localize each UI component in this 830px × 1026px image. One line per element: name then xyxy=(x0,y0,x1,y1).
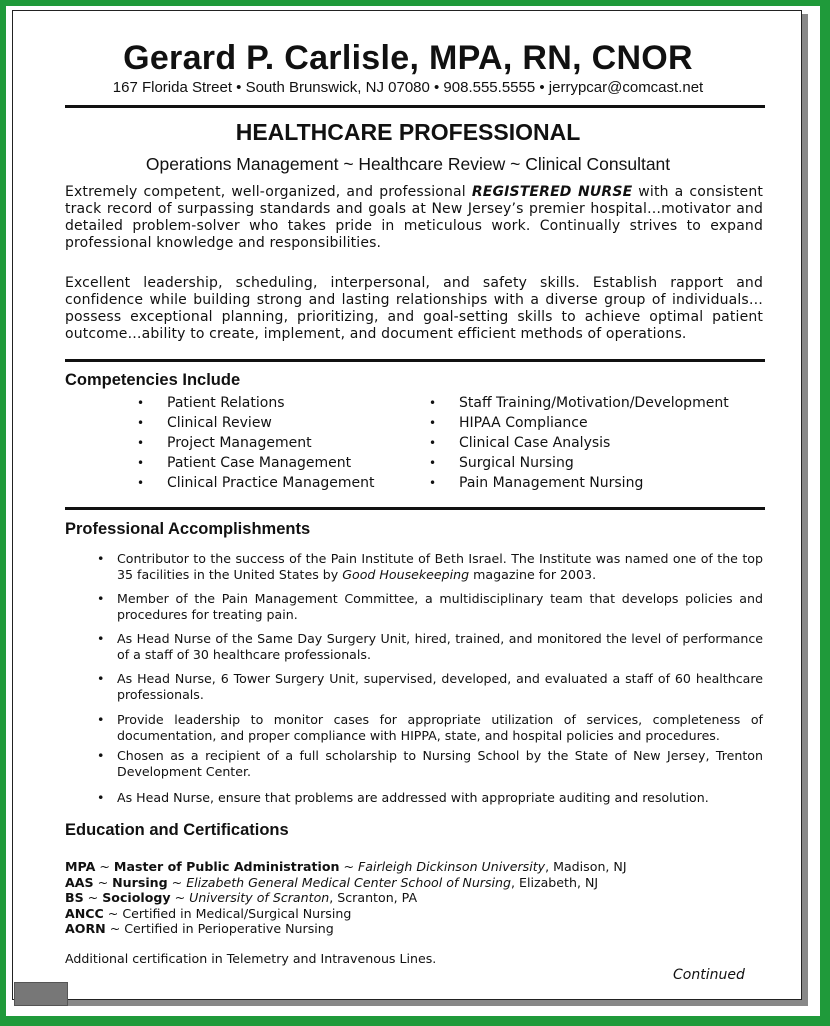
cert-text: ~ Certified in Perioperative Nursing xyxy=(105,921,334,936)
list-item: • Clinical Review xyxy=(137,413,397,433)
list-item: • As Head Nurse, ensure that problems are addressed with appropriate auditing and resolution. xyxy=(97,790,763,806)
list-item: • Clinical Practice Management xyxy=(137,473,397,493)
list-item: • Pain Management Nursing xyxy=(429,473,769,493)
accomplishment-text: magazine for 2003. xyxy=(469,566,597,582)
school-name: University of Scranton xyxy=(189,890,330,905)
list-item: • Surgical Nursing xyxy=(429,453,769,473)
degree-name: Sociology xyxy=(102,890,171,905)
competencies-right-list xyxy=(429,393,769,493)
degree-abbr: BS xyxy=(65,890,84,905)
magazine-title: Good Housekeeping xyxy=(342,566,470,582)
accomplishments-title: Professional Accomplishments xyxy=(65,520,311,538)
school-location: , Scranton, PA xyxy=(329,890,418,905)
list-item: • Patient Relations xyxy=(137,393,397,413)
cert-text: ~ Certified in Medical/Surgical Nursing xyxy=(103,905,352,921)
list-item: • HIPAA Compliance xyxy=(429,413,769,433)
education-list xyxy=(65,859,765,937)
competencies-title: Competencies Include xyxy=(65,371,241,389)
corner-tab xyxy=(14,982,68,1006)
separator: ~ xyxy=(170,890,190,905)
list-item: • Staff Training/Motivation/Development xyxy=(429,393,769,413)
candidate-name: Gerard P. Carlisle, MPA, RN, CNOR xyxy=(123,39,693,77)
separator: ~ xyxy=(93,874,113,890)
separator: ~ xyxy=(339,859,359,874)
certification-line xyxy=(65,921,765,937)
competencies-rule xyxy=(65,359,765,362)
summary-p1-after: with a consistent track record of surpassing standards and goals at New Jersey’s premier hospital…motivator and detailed problem-solver who takes pride in meticulous work. Continually strives to expand professional knowledge and responsibilities. xyxy=(65,184,763,251)
subheadline: Operations Management ~ Healthcare Review ~ Clinical Consultant xyxy=(145,154,671,174)
list-item: • Chosen as a recipient of a full scholarship to Nursing School by the State of New Jersey, Trenton Development Center. xyxy=(97,748,763,779)
degree-abbr: AAS xyxy=(65,874,94,890)
list-item: • Patient Case Management xyxy=(137,453,397,473)
summary-paragraph-2: Excellent leadership, scheduling, interpersonal, and safety skills. Establish rapport and confidence while building strong and lasting relationships with a diverse group of individuals…possess exceptional planning, prioritizing, and goal-setting skills to achieve optimal patient outcome…ability to create, implement, and document efficient methods of operations. xyxy=(65,275,763,342)
accomplishments-rule xyxy=(65,507,765,510)
school-name: Elizabeth General Medical Center School of Nursing xyxy=(186,874,512,890)
cert-abbr: AORN xyxy=(65,921,106,936)
registered-nurse-emphasis: REGISTERED NURSE xyxy=(471,184,633,200)
separator: ~ xyxy=(167,874,187,890)
list-item: • As Head Nurse, 6 Tower Surgery Unit, supervised, developed, and evaluated a staff of 60 healthcare professionals. xyxy=(97,671,763,702)
list-item: • Provide leadership to monitor cases for appropriate utilization of services, completeness of documentation, and proper compliance with HIPPA, state, and hospital policies and procedures. xyxy=(97,712,763,743)
degree-name: Master of Public Administration xyxy=(113,859,340,874)
accomplishment-text: Contributor to the success of the Pain Institute of Beth Israel. The Institute was named one of the top 35 facilities in the United States by xyxy=(117,551,763,582)
separator: ~ xyxy=(95,859,114,874)
page-shadow-bottom xyxy=(16,1000,808,1006)
header-rule xyxy=(65,105,765,108)
competencies-left-list xyxy=(137,393,397,493)
education-line xyxy=(65,890,765,906)
education-line xyxy=(65,859,765,875)
separator: ~ xyxy=(83,890,103,905)
certification-line xyxy=(65,906,765,922)
education-title: Education and Certifications xyxy=(65,821,289,839)
school-location: , Elizabeth, NJ xyxy=(511,874,599,890)
continued-label: Continued xyxy=(673,967,745,983)
resume-page xyxy=(12,10,802,1000)
cert-abbr: ANCC xyxy=(65,905,104,921)
list-item: • Member of the Pain Management Committee, a multidisciplinary team that develops policies and procedures for treating pain. xyxy=(97,591,763,622)
school-name: Fairleigh Dickinson University xyxy=(358,859,546,874)
additional-certification: Additional certification in Telemetry and Intravenous Lines. xyxy=(65,951,437,966)
degree-name: Nursing xyxy=(112,874,168,890)
summary-paragraph-1 xyxy=(65,184,763,252)
accomplishments-list xyxy=(97,551,763,811)
school-location: , Madison, NJ xyxy=(545,859,627,874)
list-item: • As Head Nurse of the Same Day Surgery Unit, hired, trained, and monitored the level of performance of a staff of 30 healthcare professionals. xyxy=(97,631,763,662)
headline: HEALTHCARE PROFESSIONAL xyxy=(235,119,581,145)
contact-line: 167 Florida Street • South Brunswick, NJ 07080 • 908.555.5555 • jerrypcar@comcast.net xyxy=(112,79,704,96)
education-line xyxy=(65,875,765,891)
list-item: • Clinical Case Analysis xyxy=(429,433,769,453)
degree-abbr: MPA xyxy=(65,859,96,874)
list-item: • Project Management xyxy=(137,433,397,453)
summary-p1-before: Extremely competent, well-organized, and professional xyxy=(65,184,472,200)
list-item xyxy=(97,551,763,582)
